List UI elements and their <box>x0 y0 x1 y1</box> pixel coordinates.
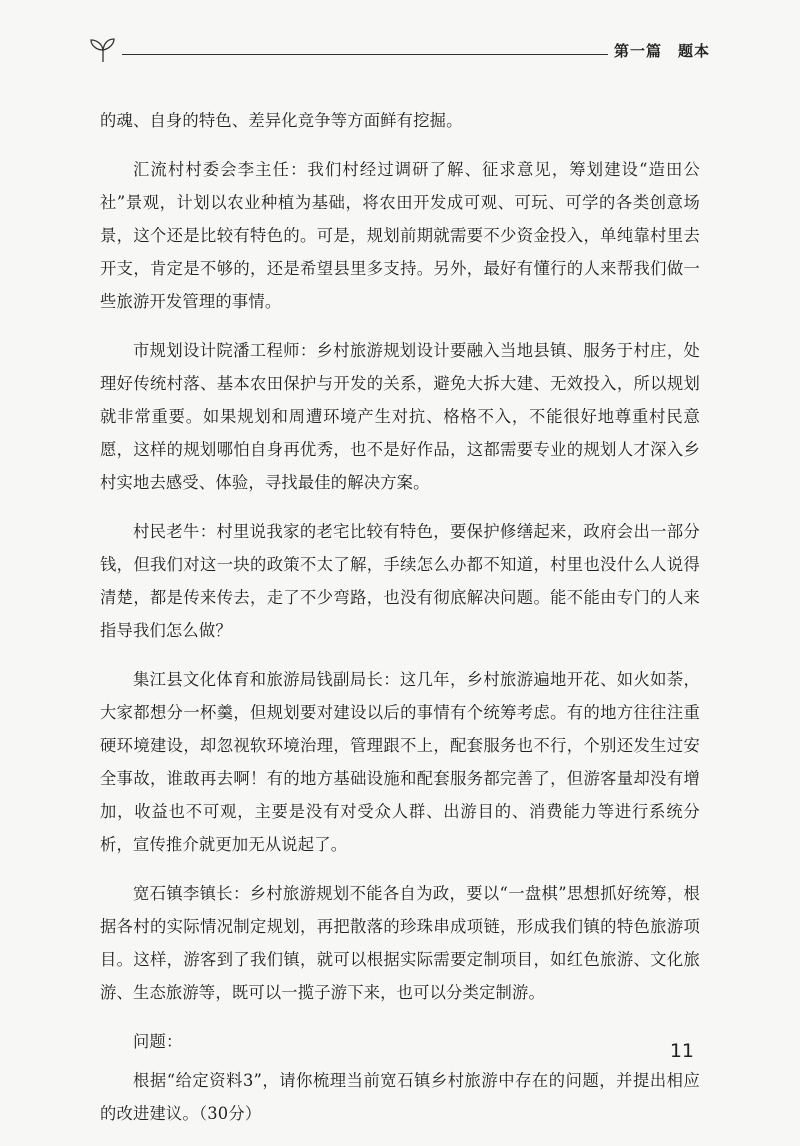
section-title: 第一篇 题本 <box>613 42 710 60</box>
paragraph: 宽石镇李镇长：乡村旅游规划不能各自为政，要以“一盘棋”思想抓好统筹，根据各村的实际情况制定规划，再把散落的珍珠串成项链，形成我们镇的特色旅游项目。这样，游客到了我们镇，就可以根据实际需要定制项目，如红色旅游、文化旅游、生态旅游等，既可以一揽子游下来，也可以分类定制游。 <box>100 884 700 1002</box>
question-text: 根据“给定资料3”，请你梳理当前宽石镇乡村旅游中存在的问题，并提出相应的改进建议。（30分） <box>100 1071 700 1123</box>
page-header <box>88 30 710 70</box>
page-body <box>100 104 700 1146</box>
paragraph: 市规划设计院潘工程师：乡村旅游规划设计要融入当地县镇、服务于村庄，处理好传统村落、基本农田保护与开发的关系，避免大拆大建、无效投入，所以规划就非常重要。如果规划和周遭环境产生对抗、格格不入，不能很好地尊重村民意愿，这样的规划哪怕自身再优秀，也不是好作品，这都需要专业的规划人才深入乡村实地去感受、体验，寻找最佳的解决方案。 <box>100 341 700 492</box>
sprout-icon <box>88 34 118 64</box>
page-number: 11 <box>669 1040 694 1062</box>
header-rule <box>122 54 608 55</box>
paragraph: 汇流村村委会李主任：我们村经过调研了解、征求意见，筹划建设“造田公社”景观，计划以农业种植为基础，将农田开发成可观、可玩、可学的各类创意场景，这个还是比较有特色的。可是，规划前期就需要不少资金投入，单纯靠村里去开支，肯定是不够的，还是希望县里多支持。另外，最好有懂行的人来帮我们做一些旅游开发管理的事情。 <box>100 160 700 311</box>
question-label: 问题： <box>133 1032 183 1051</box>
paragraph: 集江县文化体育和旅游局钱副局长：这几年，乡村旅游遍地开花、如火如荼，大家都想分一杯羹，但规划要对建设以后的事情有个统筹考虑。有的地方往往注重硬环境建设，却忽视软环境治理，管理跟不上，配套服务也不行，个别还发生过安全事故，谁敢再去啊！有的地方基础设施和配套服务都完善了，但游客量却没有增加，收益也不可观，主要是没有对受众人群、出游目的、消费能力等进行系统分析，宣传推介就更加无从说起了。 <box>100 670 700 854</box>
paragraph: 的魂、自身的特色、差异化竞争等方面鲜有挖掘。 <box>100 111 463 130</box>
question-block <box>100 1025 700 1130</box>
paragraph: 村民老牛：村里说我家的老宅比较有特色，要保护修缮起来，政府会出一部分钱，但我们对这一块的政策不太了解，手续怎么办都不知道，村里也没什么人说得清楚，都是传来传去，走了不少弯路，也没有彻底解决问题。能不能由专门的人来指导我们怎么做？ <box>100 522 700 640</box>
